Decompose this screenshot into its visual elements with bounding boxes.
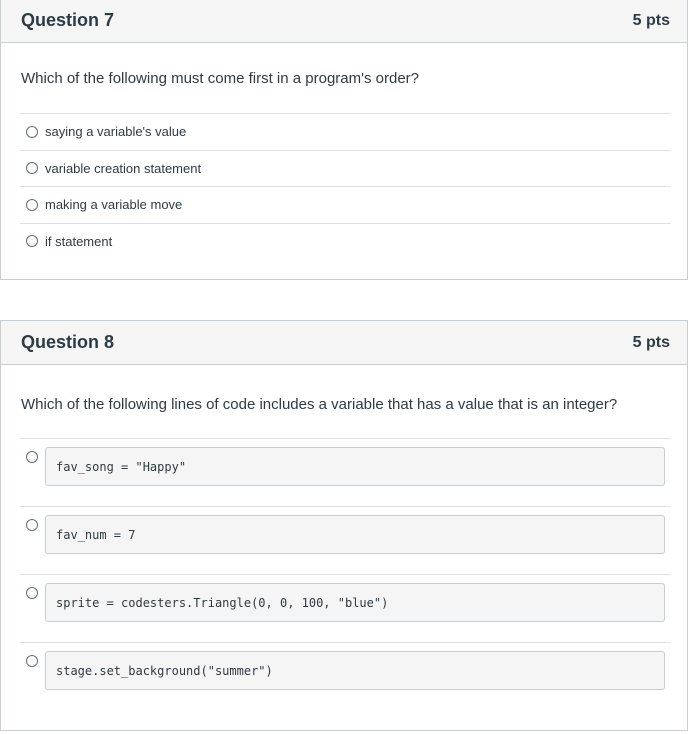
answer-option[interactable] [20, 223, 671, 260]
question-title: Question 7 [21, 10, 115, 30]
code-block[interactable] [45, 447, 665, 486]
question-prompt: Which of the following lines of code includes a variable that has a value that is an integer? [21, 396, 618, 413]
answer-option[interactable] [20, 574, 671, 642]
answer-list [20, 438, 671, 710]
radio-button[interactable] [26, 126, 38, 138]
answer-option[interactable] [20, 150, 671, 187]
answer-label[interactable]: making a variable move [45, 197, 183, 213]
question-points: 5 pts [632, 333, 670, 351]
code-answer: sprite = codesters.Triangle(0, 0, 100, "blue") [56, 595, 389, 610]
question-points: 5 pts [632, 11, 670, 29]
code-block[interactable] [45, 583, 665, 622]
radio-button[interactable] [26, 199, 38, 211]
answer-option[interactable] [20, 438, 671, 506]
answer-option[interactable] [20, 506, 671, 574]
question-8-card [0, 320, 688, 731]
radio-button[interactable] [26, 451, 38, 463]
question-title: Question 8 [21, 332, 115, 352]
code-block[interactable] [45, 651, 665, 690]
answer-label[interactable]: variable creation statement [45, 160, 202, 176]
radio-button[interactable] [26, 162, 38, 174]
question-prompt: Which of the following must come first in a program's order? [21, 70, 420, 87]
question-7-card [0, 0, 688, 280]
question-header [1, 0, 687, 43]
code-block[interactable] [45, 515, 665, 554]
answer-option[interactable] [20, 642, 671, 710]
radio-button[interactable] [26, 587, 38, 599]
answer-option[interactable] [20, 186, 671, 223]
radio-button[interactable] [26, 235, 38, 247]
radio-button[interactable] [26, 519, 38, 531]
code-answer: fav_song = "Happy" [56, 459, 187, 474]
code-answer: fav_num = 7 [56, 527, 136, 542]
answer-label[interactable]: if statement [45, 233, 113, 249]
radio-button[interactable] [26, 655, 38, 667]
answer-label[interactable]: saying a variable's value [45, 124, 187, 140]
question-header [1, 321, 687, 365]
code-answer: stage.set_background("summer") [56, 663, 273, 678]
answer-option[interactable] [20, 113, 671, 150]
answer-list [20, 113, 671, 259]
